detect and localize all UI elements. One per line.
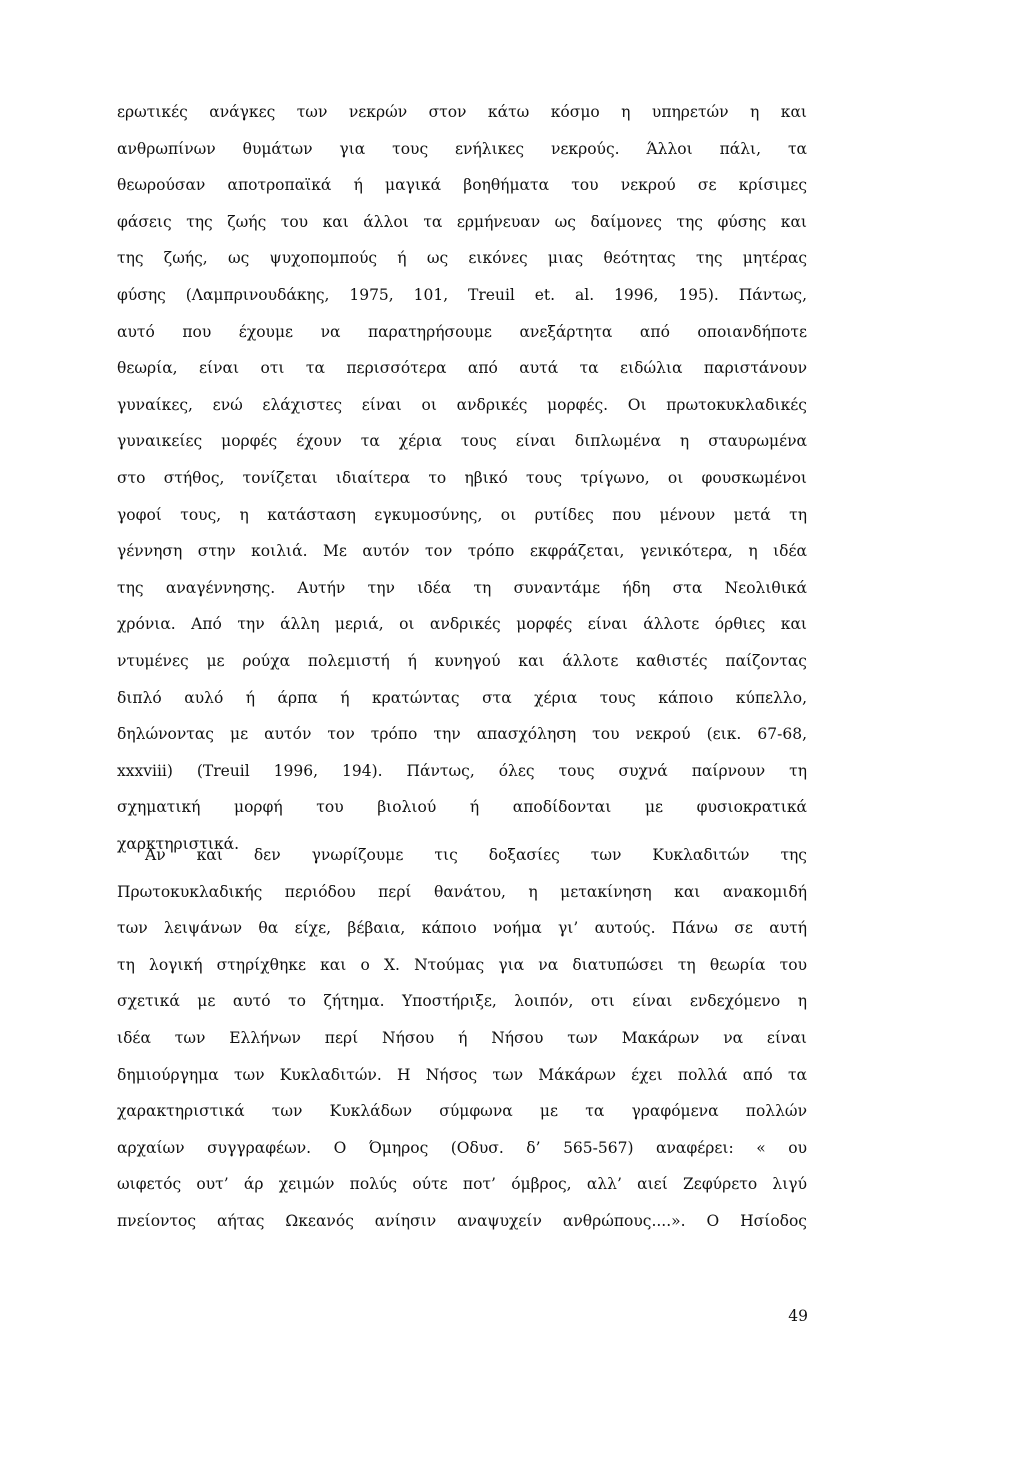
text-line: ντυμένες με ρούχα πολεμιστή ή κυνηγού και άλλοτε καθιστές παίζοντας	[117, 651, 807, 670]
text-line: χαρκτηριστικά.	[117, 834, 240, 853]
text-line: δημιούργημα των Κυκλαδιτών. Η Νήσος των Μάκάρων έχει πολλά από τα	[117, 1065, 807, 1084]
text-line: θεωρούσαν αποτροπαϊκά ή μαγικά βοηθήματα του νεκρού σε κρίσιμες	[117, 176, 807, 195]
text-line: τη λογική στηρίχθηκε και ο Χ. Ντούμας για να διατυπώσει τη θεωρία του	[117, 955, 807, 974]
text-line: γοφοί τους, η κατάσταση εγκυμοσύνης, οι ρυτίδες που μένουν μετά τη	[117, 505, 807, 524]
text-line: χαρακτηριστικά των Κυκλάδων σύμφωνα με τα γραφόμενα πολλών	[117, 1102, 807, 1121]
text-line: δηλώνοντας με αυτόν τον τρόπο την απασχόληση του νεκρού (εικ. 67-68,	[117, 725, 807, 744]
text-line: των λειψάνων θα είχε, βέβαια, κάποιο νοήμα γι’ αυτούς. Πάνω σε αυτή	[117, 919, 807, 938]
text-line: Αν και δεν γνωρίζουμε τις δοξασίες των Κυκλαδιτών της	[145, 846, 807, 864]
text-line: σχετικά με αυτό το ζήτημα. Υποστήριξε, λοιπόν, οτι είναι ενδεχόμενο η	[117, 992, 807, 1011]
text-line: της ζωής, ως ψυχοπομπούς ή ως εικόνες μιας θεότητας της μητέρας	[117, 249, 807, 268]
text-line: πνείοντος αήτας Ωκεανός ανίησιν αναψυχείν ανθρώπους....». Ο Ησίοδος	[117, 1211, 807, 1230]
text-line: γυναικείες μορφές έχουν τα χέρια τους είναι διπλωμένα η σταυρωμένα	[117, 432, 807, 451]
text-line: ιδέα των Ελλήνων περί Νήσου ή Νήσου των Μακάρων να είναι	[117, 1028, 807, 1047]
text-line: θεωρία, είναι οτι τα περισσότερα από αυτά τα ειδώλια παριστάνουν	[117, 359, 807, 378]
page-number: 49	[788, 1307, 808, 1325]
text-line: ερωτικές ανάγκες των νεκρών στον κάτω κόσμο η υπηρετών η και	[117, 103, 807, 121]
text-line: φάσεις της ζωής του και άλλοι τα ερμήνευαν ως δαίμονες της φύσης και	[117, 212, 807, 231]
paragraph-1	[117, 94, 807, 862]
text-line: ωιφετός ουτ’ άρ χειμών πολύς ούτε ποτ’ όμβρος, αλλ’ αιεί Ζεφύρετο λιγύ	[117, 1175, 807, 1194]
text-line: Πρωτοκυκλαδικής περιόδου περί θανάτου, η μετακίνηση και ανακομιδή	[117, 882, 807, 901]
text-line: της αναγέννησης. Αυτήν την ιδέα τη συναντάμε ήδη στα Νεολιθικά	[117, 578, 807, 597]
text-line: σχηματική μορφή του βιολιού ή αποδίδονται με φυσιοκρατικά	[117, 798, 807, 817]
text-line: αρχαίων συγγραφέων. Ο Όμηρος (Οδυσ. δ’ 565-567) αναφέρει: « ου	[117, 1138, 807, 1157]
text-line: διπλό αυλό ή άρπα ή κρατώντας στα χέρια τους κάποιο κύπελλο,	[117, 688, 807, 707]
text-line: xxxviii) (Treuil 1996, 194). Πάντως, όλες τους συχνά παίρνουν τη	[117, 761, 807, 780]
text-line: γυναίκες, ενώ ελάχιστες είναι οι ανδρικές μορφές. Οι πρωτοκυκλαδικές	[117, 395, 807, 414]
paragraph-2	[117, 837, 807, 1240]
text-line: στο στήθος, τονίζεται ιδιαίτερα το ηβικό τους τρίγωνο, οι φουσκωμένοι	[117, 468, 807, 487]
text-line: ανθρωπίνων θυμάτων για τους ενήλικες νεκρούς. Άλλοι πάλι, τα	[117, 139, 807, 158]
text-line: γέννηση στην κοιλιά. Με αυτόν τον τρόπο εκφράζεται, γενικότερα, η ιδέα	[117, 542, 807, 561]
text-line: αυτό που έχουμε να παρατηρήσουμε ανεξάρτητα από οποιανδήποτε	[117, 322, 807, 341]
text-line: φύσης (Λαμπρινουδάκης, 1975, 101, Treuil et. al. 1996, 195). Πάντως,	[117, 285, 807, 304]
text-line: χρόνια. Από την άλλη μεριά, οι ανδρικές μορφές είναι άλλοτε όρθιες και	[117, 615, 807, 634]
